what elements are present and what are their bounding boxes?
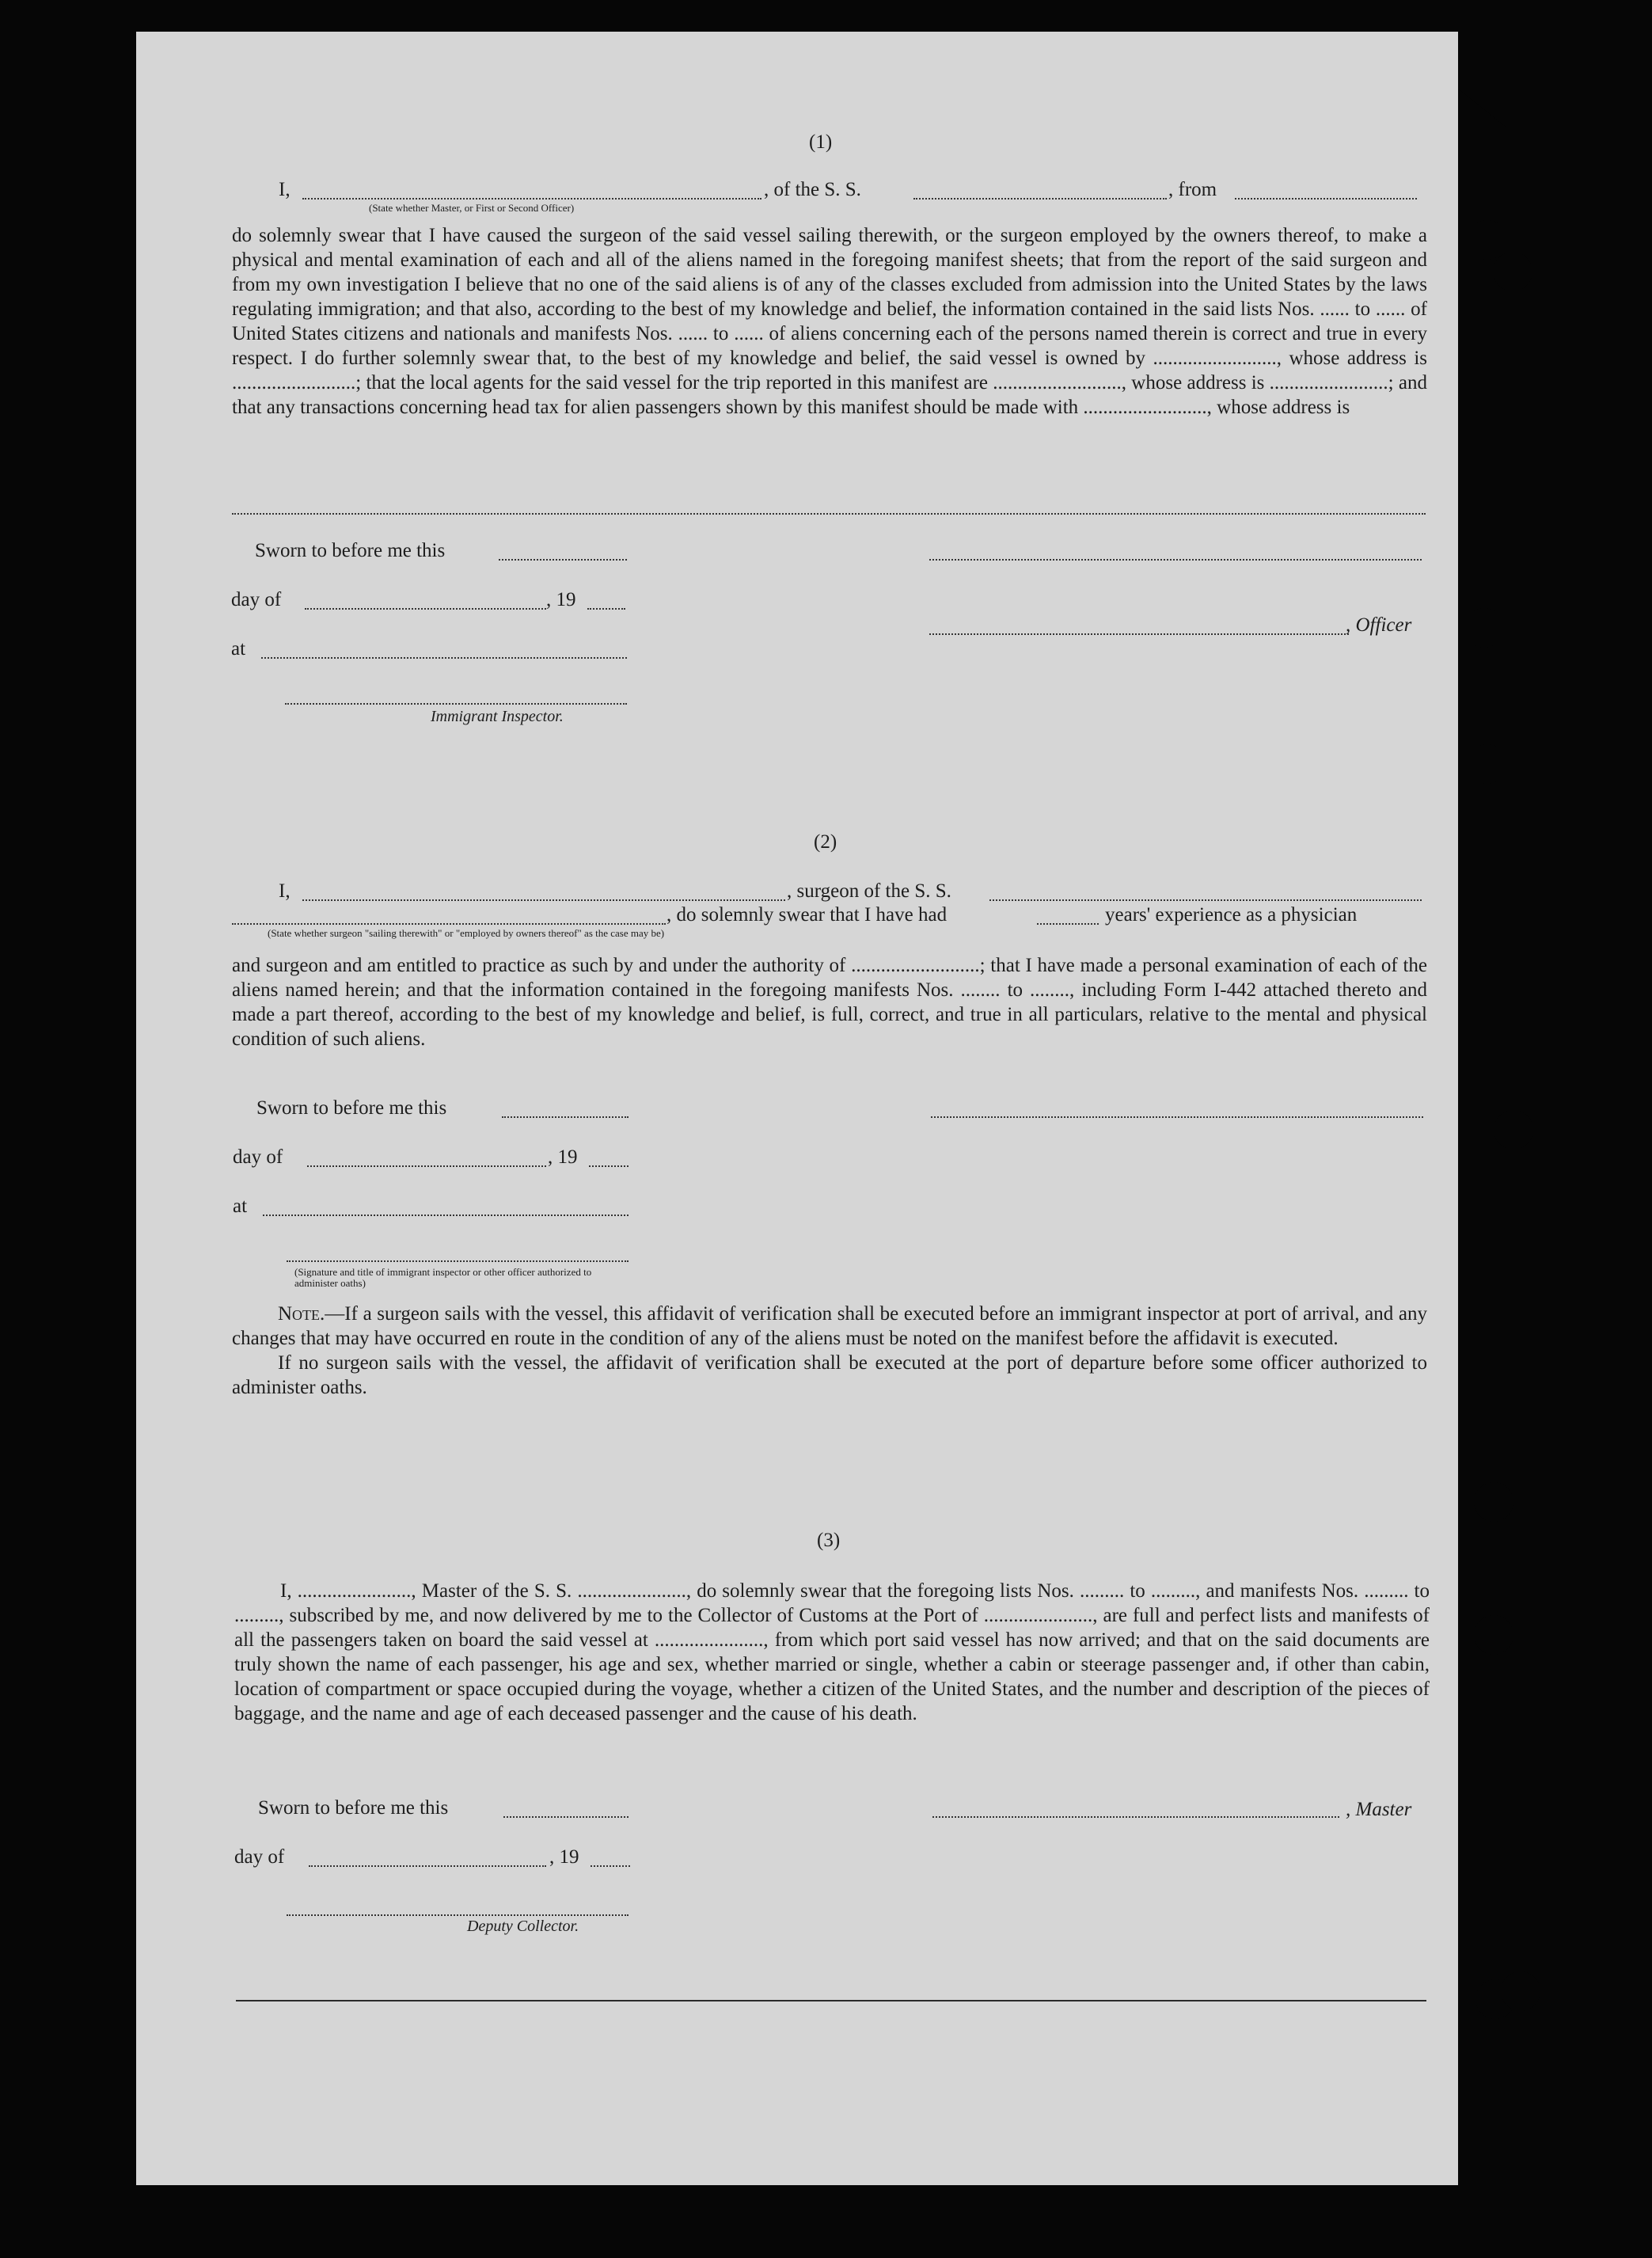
s3-sworn: Sworn to before me this [258,1797,449,1819]
years-field [1037,923,1099,925]
binder-hole [1501,1971,1540,2011]
s1-year: , 19 [546,589,576,610]
section-2-notes [232,1302,1427,1400]
s1-month-field [305,608,546,610]
departure-port-field [1235,198,1417,200]
s3-sworn-date-field [503,1816,629,1818]
s1-officer-sig-line-1 [929,559,1422,561]
s2-at-field [263,1215,629,1216]
s3-year: , 19 [549,1846,579,1868]
surgeon-note: (State whether surgeon "sailing therewith" or "employed by owners thereof" as the case may be) [268,927,665,939]
section-2-body [232,953,1427,1051]
s1-sworn: Sworn to before me this [255,540,446,561]
section-1-body [232,223,1427,420]
s2-sworn-date-field [502,1116,629,1118]
s2-line2-end: years' experience as a physician [1105,904,1358,926]
s2-sig-note: (Signature and title of immigrant inspector or other officer authorized to administer oaths) [294,1266,592,1289]
s3-collector-sig-line [287,1914,629,1916]
s1-oath-text: do solemnly swear that I have caused the surgeon of the said vessel sailing therewith, or the surgeon employed by the owners thereof, to make a physical and mental examination of each and all of the aliens named in the foregoing manifest sheets; that from the report of the said surgeon and from my own investigation I believe that no one of the said aliens is of any of the classes excluded from admission into the United States by the laws regulating immigration; and that also, according to the best of my knowledge and belief, the information contained in the said lists Nos. ...... to ...... of United States citizens and nationals and manifests Nos. ...... to ...... of aliens concerning each of the persons named therein is correct and true in every respect. I do further solemnly swear that, to the best of my knowledge and belief, the said vessel is owned by ........................., whose address is .........................; that the local agents for the said vessel for the trip reported in this manifest are .........................., whose address is ........................; and that any transactions concerning head tax for alien passengers shown by this manifest should be made with ........................., whose address is [232,225,1427,418]
surgeon-name-field [302,899,785,901]
s1-day-of: day of [231,589,282,610]
bottom-rule [236,2000,1426,2001]
s3-master-sig-line [932,1816,1339,1818]
master-note: (State whether Master, or First or Second Officer) [369,202,575,214]
s2-year: , 19 [548,1146,578,1168]
s2-surgeon-sig-line [931,1116,1423,1118]
s1-at-field [261,657,627,659]
torn-corner [1458,32,1506,127]
binder-hole [1494,1110,1533,1150]
ship-name-field [913,198,1167,200]
surgeon-status-field [232,923,666,925]
s3-month-field [309,1865,546,1867]
s1-inspector-caption: Immigrant Inspector. [431,708,564,725]
s2-year-field [589,1165,629,1167]
s2-note-2: If no surgeon sails with the vessel, the affidavit of verification shall be executed at the port of departure before some officer authorized to administer oaths. [232,1352,1427,1398]
s2-day-of: day of [233,1146,283,1168]
binder-hole [1468,220,1507,260]
binder-hole [1474,1482,1513,1522]
s1-line1-mid: , of the S. S. [764,179,861,200]
s1-at: at [231,638,246,660]
s1-sworn-date-field [499,559,627,561]
s3-day-of: day of [234,1846,285,1868]
note-1-text: —If a surgeon sails with the vessel, this affidavit of verification shall be executed before an immigrant inspector at port of arrival, and any changes that may have occurred en route in the condition of any of the aliens must be noted on the manifest before the affidavit is executed. [232,1303,1427,1349]
binder-hole [1464,608,1504,648]
s2-oath-text: and surgeon and am entitled to practice as such by and under the authority of ..........................; that I have made a personal examination of each of the aliens named herein; and that the information contained in the foregoing manifests Nos. ........ to ........, including Form I-442 attached thereto and made a part thereof, according to the best of my knowledge and belief, is full, correct, and true in all particulars, relative to the mental and physical condition of such aliens. [232,955,1427,1050]
section-1-number: (1) [809,131,833,153]
s2-ship-field [989,899,1422,901]
s2-line1-mid: , surgeon of the S. S. [787,880,951,902]
s1-year-field [587,608,625,610]
s3-collector-caption: Deputy Collector. [467,1918,579,1935]
s2-line2-mid: , do solemnly swear that I have had [666,904,948,926]
s2-note-1 [232,1302,1427,1351]
s3-oath-text: I, ......................., Master of the S. S. ......................, do solemnly swear that the foregoing lists Nos. ......... to ........., and manifests Nos. ......... to ........., subscribed by me, and now delivered by me to the Collector of Customs at the Port of ......................, are full and perfect lists and manifests of all the passengers taken on board the said vessel at ......................, from which port said vessel has now arrived; and that on the said documents are truly shown the name of each passenger, his age and sex, whether married or single, whether a cabin or steerage passenger and, if other than cabin, location of compartment or space occupied during the voyage, whether a citizen of the United States, and the number and description of the pieces of baggage, and the name and age of each deceased passenger and the cause of his death. [234,1580,1430,1724]
s2-month-field [307,1165,546,1167]
binder-hole [1474,1615,1513,1655]
s1-officer: , Officer [1346,614,1412,636]
section-3-body [234,1579,1430,1726]
binder-hole [1493,252,1532,291]
section-2-number: (2) [814,831,837,853]
s1-address-line [232,513,1426,515]
master-name-field [302,198,761,200]
s1-inspector-sig-line [285,703,627,705]
s1-line1-start: I, [279,179,291,200]
s3-year-field [591,1865,630,1867]
binder-hole [1468,744,1507,784]
s1-officer-sig-line-2 [929,633,1349,635]
s2-officer-sig-line [287,1260,629,1262]
s2-line1-start: I, [279,880,291,902]
s2-sworn: Sworn to before me this [256,1097,447,1119]
s1-line1-end: , from [1168,179,1217,200]
s3-master: , Master [1346,1799,1412,1820]
s2-at: at [233,1196,248,1217]
note-label: Note. [278,1303,325,1325]
section-3-number: (3) [817,1530,841,1551]
